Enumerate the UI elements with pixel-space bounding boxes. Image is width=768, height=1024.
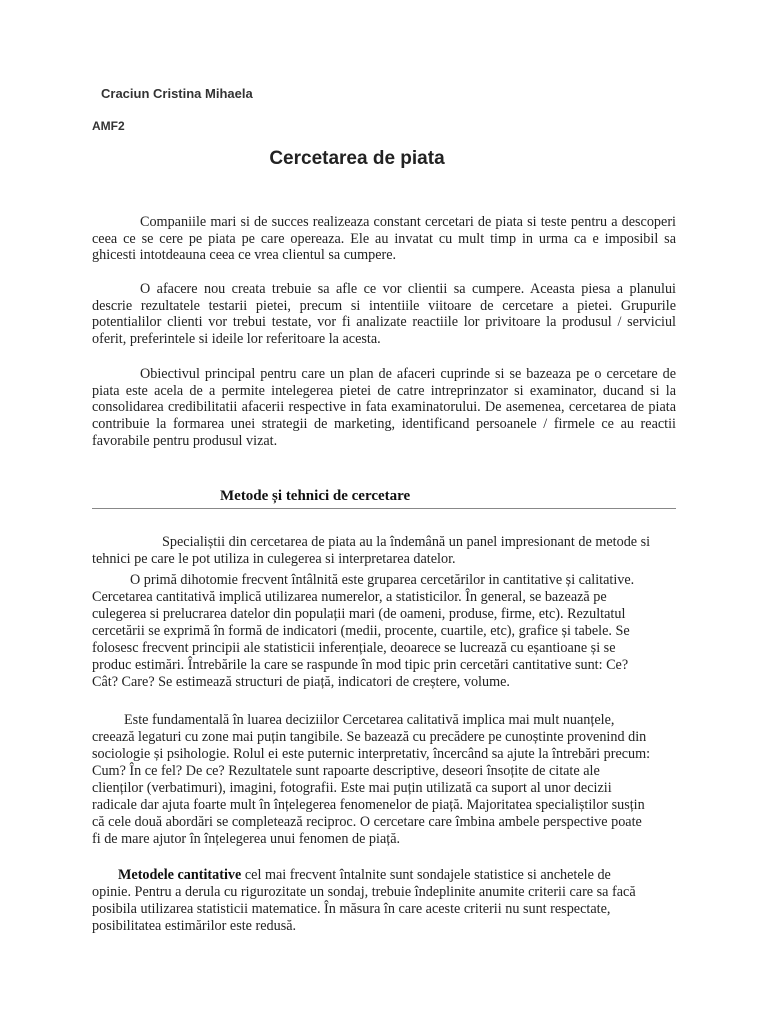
paragraph-methods-2: O primă dihotomie frecvent întâlnită este gruparea cercetărilor in cantitative și calitative. Cercetarea cantitativă implică utilizarea numerelor, a statisticilor. În general, se bazează pe culegerea si prelucrarea datelor din populații mari (de oameni, produse, firme, etc). Rezultatul cercetării se exprimă în formă de indicatori (medii, procente, cuartile, etc), grafice și tabele. Se folosesc frecvent principii ale statisticii inferențiale, deoarece se lucrează cu eșantioane și se produc estimări. Întrebările la care se raspunde în mod tipic prin cercetări cantitative sunt: Ce? Cât? Care? Se estimează structuri de piață, indicatori de creștere, volume. — [92, 572, 635, 690]
paragraph-methods-3: Este fundamentală în luarea deciziilor Cercetarea calitativă implica mai mult nuanțele, creează legaturi cu zone mai puțin tangibile. Se bazează cu precădere pe cunoștinte provenind din sociologie și psihologie. Rolul ei este puternic interpretativ, încercând sa ajute la întrebări precum: Cum? În ce fel? De ce? Rezultatele sunt rapoarte descriptive, deseori însoțite de citate ale clienților (verbatimuri), imagini, fotografii. Este mai puțin utilizată ca suport al unor decizii radicale dar ajuta foarte mult în înțelegerea fenomenelor de piață. Majoritatea specialiștilor susțin că cele două abordări se completează reciproc. O cercetare care îmbina ambele perspective poate fi de mare ajutor în înțelegerea unui fenomen de piață. — [92, 712, 651, 847]
page-title: Cercetarea de piata — [269, 148, 445, 169]
section-divider — [92, 508, 676, 509]
paragraph-intro-1: Companiile mari si de succes realizeaza constant cercetari de piata si teste pentru a descoperi ceea ce se cere pe piata pe care opereaza. Ele au invatat cu mult timp in urma ca e imposibil sa ghicesti intotdeauna ceea ce vrea clientul sa cumpere. — [92, 214, 676, 264]
paragraph-intro-3: Obiectivul principal pentru care un plan de afaceri cuprinde si se bazeaza pe o cercetare de piata este acela de a permite intelegerea pietei de catre intreprinzator si examinator, ducand si la consolidarea credibilitatii afacerii respective in fata examinatorului. De asemenea, cercetarea de piata contribuie la formarea unei strategii de marketing, identificand persoanele / firmele ce au reactii favorabile pentru produsul vizat. — [92, 366, 676, 449]
document-code: AMF2 — [92, 119, 125, 133]
paragraph-methods-4 — [92, 867, 652, 935]
paragraph-lead-term: Metodele cantitative — [118, 867, 242, 883]
author-name: Craciun Cristina Mihaela — [101, 86, 253, 101]
paragraph-intro-2: O afacere nou creata trebuie sa afle ce vor clientii sa cumpere. Aceasta piesa a planului descrie rezultatele testarii pietei, precum si intentiile viitoare de cercetare a pietei. Grupurile potentialilor clienti vor trebui testate, vor fi analizate reactiile lor privitoare la produsul / serviciul oferit, preferintele si ideile lor referitoare la acesta. — [92, 281, 676, 348]
paragraph-body: cel mai frecvent întalnite sunt sondajele statistice si anchetele de opinie. Pentru a derula cu rigurozitate un sondaj, trebuie îndeplinite anumite criterii care sa facă posibila utilizarea statisticii matematice. În măsura în care aceste criterii nu sunt respectate, posibilitatea estimărilor este redusă. — [92, 867, 636, 934]
paragraph-methods-1: Specialiștii din cercetarea de piata au la îndemână un panel impresionant de metode si tehnici pe care le pot utiliza in culegerea si interpretarea datelor. — [92, 534, 651, 567]
section-heading: Metode și tehnici de cercetare — [220, 488, 411, 504]
